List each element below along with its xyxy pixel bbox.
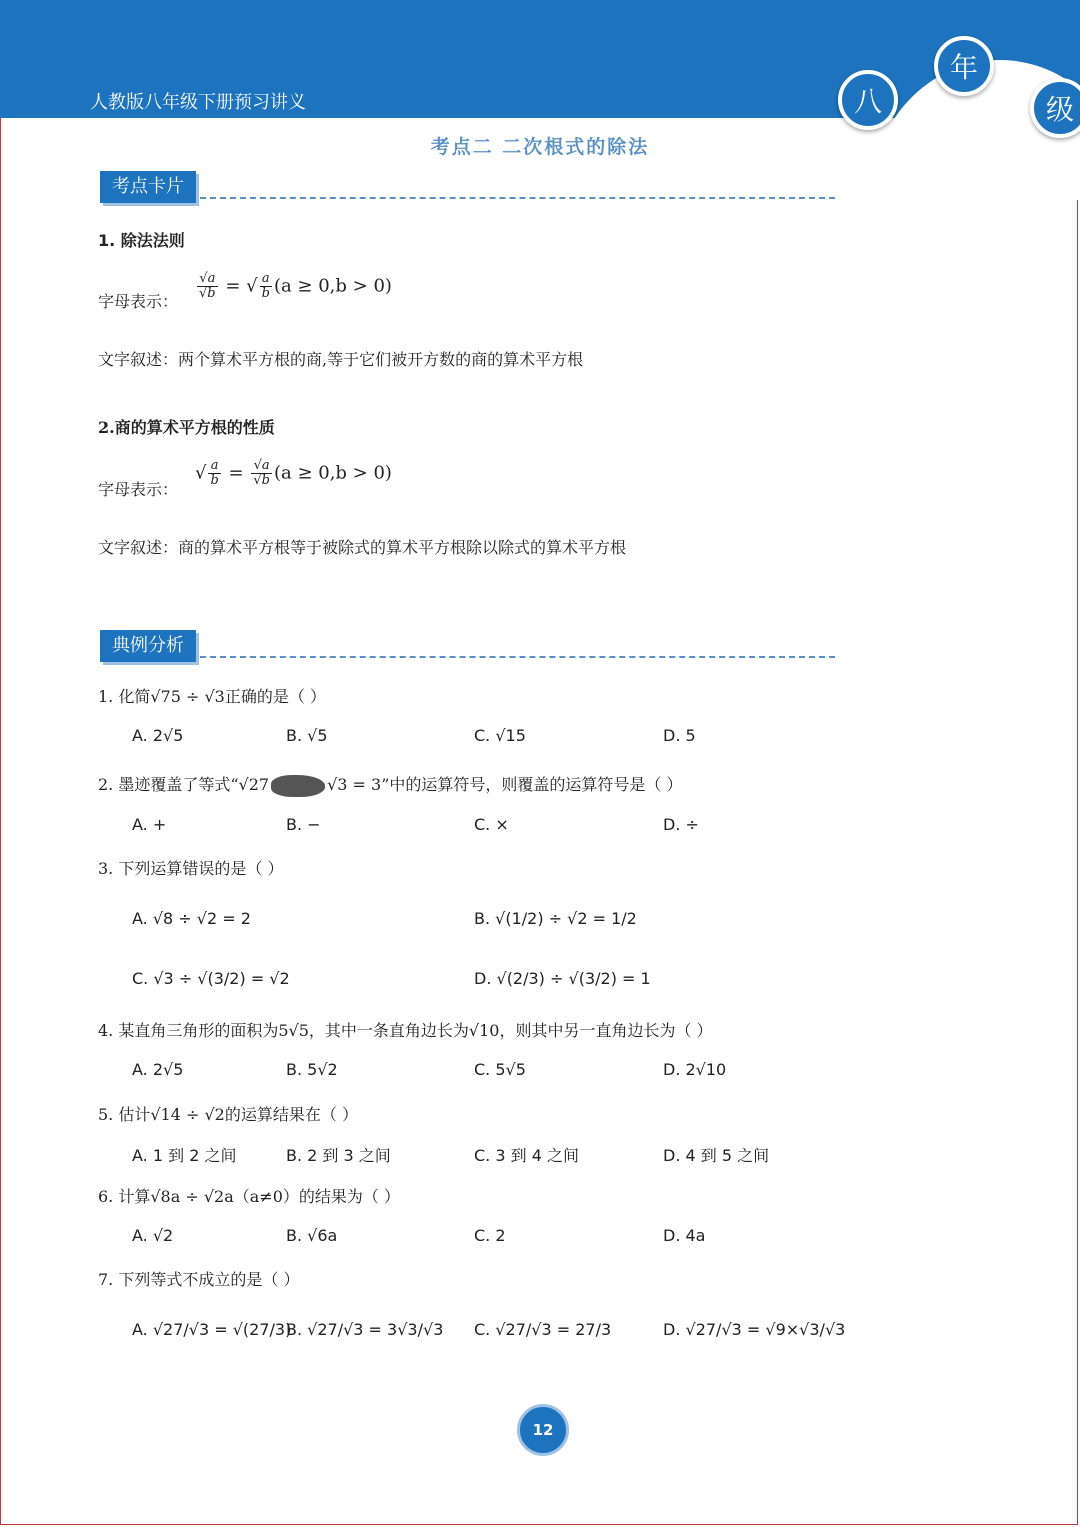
- q3-option-a[interactable]: A. √8 ÷ √2 = 2: [132, 909, 251, 928]
- q2-stem-part-a: 2. 墨迹覆盖了等式“√27: [98, 775, 270, 794]
- q2-option-a[interactable]: A. +: [132, 815, 167, 834]
- ink-blot: [271, 775, 325, 797]
- q6-option-a[interactable]: A. √2: [132, 1226, 174, 1245]
- q4-stem: 4. 某直角三角形的面积为5√5，其中一条直角边长为√10，则其中另一直角边长为（ ）: [98, 1021, 713, 1040]
- q5-option-b[interactable]: B. 2 到 3 之间: [286, 1146, 391, 1165]
- q5-option-d[interactable]: D. 4 到 5 之间: [663, 1146, 770, 1165]
- q5-option-a[interactable]: A. 1 到 2 之间: [132, 1146, 237, 1165]
- q1-option-c[interactable]: C. √15: [474, 726, 526, 745]
- q2-stem-part-b: √3 = 3”中的运算符号，则覆盖的运算符号是（ ）: [327, 775, 683, 794]
- rule2-condition: (a ≥ 0,b > 0): [273, 462, 392, 484]
- q7-option-d[interactable]: D. √27/√3 = √9×√3/√3: [663, 1320, 846, 1339]
- rule1-formula: $\frac{√a}{√b}$ = √ $\frac{a}{b}$ (a ≥ 0,b > 0): [199, 271, 392, 301]
- q7-option-b[interactable]: B. √27/√3 = 3√3/√3: [286, 1320, 444, 1339]
- examples-tab: 典例分析: [100, 630, 196, 662]
- q7-stem: 7. 下列等式不成立的是（ ）: [98, 1270, 300, 1289]
- rule2-formula-label: 字母表示：: [98, 480, 179, 499]
- page-number: 12: [517, 1404, 569, 1456]
- q1-option-a[interactable]: A. 2√5: [132, 726, 184, 745]
- q3-option-d[interactable]: D. √(2/3) ÷ √(3/2) = 1: [474, 969, 651, 988]
- q7-option-a[interactable]: A. √27/√3 = √(27/3): [132, 1320, 292, 1339]
- rule1-condition: (a ≥ 0,b > 0): [273, 275, 392, 297]
- section-heading: 考点二 二次根式的除法: [430, 136, 650, 158]
- rule2-formula: √ $\frac{a}{b}$ = $\frac{√a}{√b}$ (a ≥ 0,b > 0): [195, 458, 392, 488]
- grade-badge-nian: 年: [934, 36, 994, 96]
- q1-option-d[interactable]: D. 5: [663, 726, 696, 745]
- q1-stem: 1. 化简√75 ÷ √3正确的是（ ）: [98, 687, 326, 706]
- rule1-text: 文字叙述：两个算术平方根的商,等于它们被开方数的商的算术平方根: [98, 350, 584, 369]
- q7-option-c[interactable]: C. √27/√3 = 27/3: [474, 1320, 612, 1339]
- q6-stem: 6. 计算√8a ÷ √2a（a≠0）的结果为（ ）: [98, 1187, 400, 1206]
- grade-badge-ji: 级: [1030, 78, 1080, 138]
- q4-option-d[interactable]: D. 2√10: [663, 1060, 727, 1079]
- q4-option-b[interactable]: B. 5√2: [286, 1060, 338, 1079]
- q2-stem: [98, 772, 683, 797]
- grade-badge-ba: 八: [838, 70, 898, 130]
- header-title: 人教版八年级下册预习讲义: [90, 92, 306, 113]
- q6-option-c[interactable]: C. 2: [474, 1226, 506, 1245]
- rule2-title: 2.商的算术平方根的性质: [98, 418, 275, 437]
- q3-option-b[interactable]: B. √(1/2) ÷ √2 = 1/2: [474, 909, 637, 928]
- card-divider: [200, 197, 835, 199]
- q3-stem: 3. 下列运算错误的是（ ）: [98, 859, 284, 878]
- q6-option-d[interactable]: D. 4a: [663, 1226, 706, 1245]
- rule1-title: 1. 除法法则: [98, 231, 185, 250]
- q4-option-a[interactable]: A. 2√5: [132, 1060, 184, 1079]
- q3-option-c[interactable]: C. √3 ÷ √(3/2) = √2: [132, 969, 290, 988]
- q2-option-b[interactable]: B. −: [286, 815, 321, 834]
- examples-divider: [200, 656, 835, 658]
- q2-option-c[interactable]: C. ×: [474, 815, 509, 834]
- q1-option-b[interactable]: B. √5: [286, 726, 328, 745]
- card-tab: 考点卡片: [100, 171, 196, 203]
- q4-option-c[interactable]: C. 5√5: [474, 1060, 526, 1079]
- rule2-text: 文字叙述：商的算术平方根等于被除式的算术平方根除以除式的算术平方根: [98, 538, 627, 557]
- rule1-formula-label: 字母表示：: [98, 292, 179, 311]
- q5-stem: 5. 估计√14 ÷ √2的运算结果在（ ）: [98, 1105, 358, 1124]
- q5-option-c[interactable]: C. 3 到 4 之间: [474, 1146, 579, 1165]
- q2-option-d[interactable]: D. ÷: [663, 815, 699, 834]
- q6-option-b[interactable]: B. √6a: [286, 1226, 338, 1245]
